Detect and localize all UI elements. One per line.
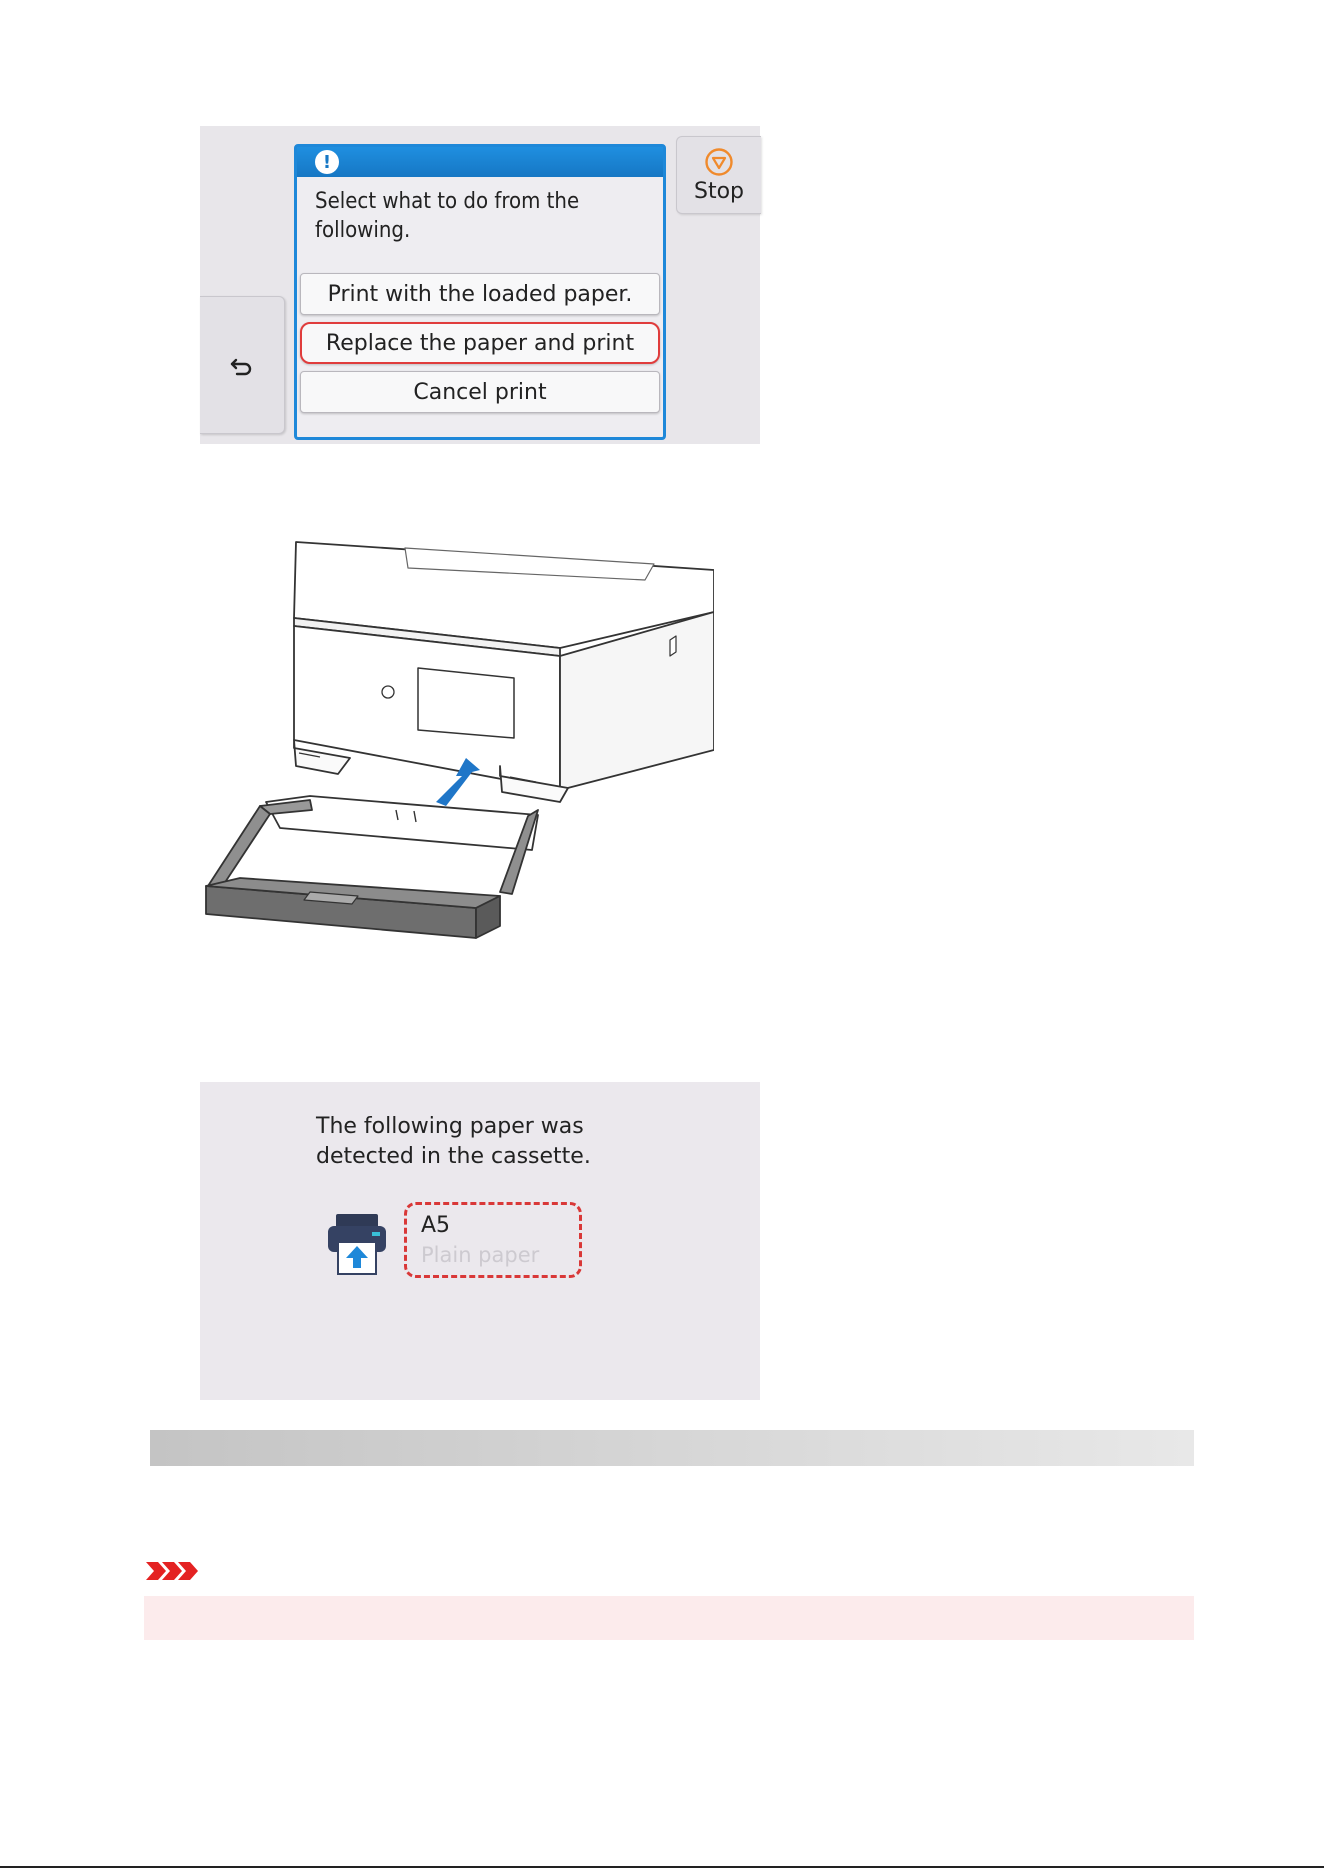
print-with-loaded-paper-button[interactable]: Print with the loaded paper. — [300, 273, 660, 315]
paper-type: Plain paper — [421, 1243, 540, 1267]
detected-paper-box — [404, 1202, 582, 1278]
paper-size: A5 — [421, 1213, 451, 1238]
stop-icon — [704, 147, 734, 177]
back-button[interactable] — [200, 296, 285, 434]
cancel-print-button[interactable]: Cancel print — [300, 371, 660, 413]
printer-icon — [324, 1210, 390, 1276]
exclamation-icon: ! — [315, 150, 339, 174]
dialog-message: Select what to do from the following. — [315, 189, 580, 243]
action-dialog — [294, 144, 666, 440]
replace-paper-and-print-button[interactable]: Replace the paper and print — [300, 322, 660, 364]
stop-button[interactable] — [676, 136, 761, 214]
section-divider-bar — [150, 1430, 1194, 1466]
printer-cassette-illustration — [200, 540, 714, 940]
dialog-header — [297, 147, 663, 177]
paper-mismatch-dialog-screen — [200, 126, 760, 444]
important-note-box — [144, 1596, 1194, 1640]
page-bottom-border — [0, 1866, 1324, 1868]
paper-detected-screen — [200, 1082, 760, 1400]
important-icon — [144, 1560, 200, 1582]
back-arrow-icon — [228, 351, 256, 379]
detection-message: The following paper was detected in the cassette. — [316, 1114, 591, 1169]
stop-label: Stop — [693, 178, 744, 204]
